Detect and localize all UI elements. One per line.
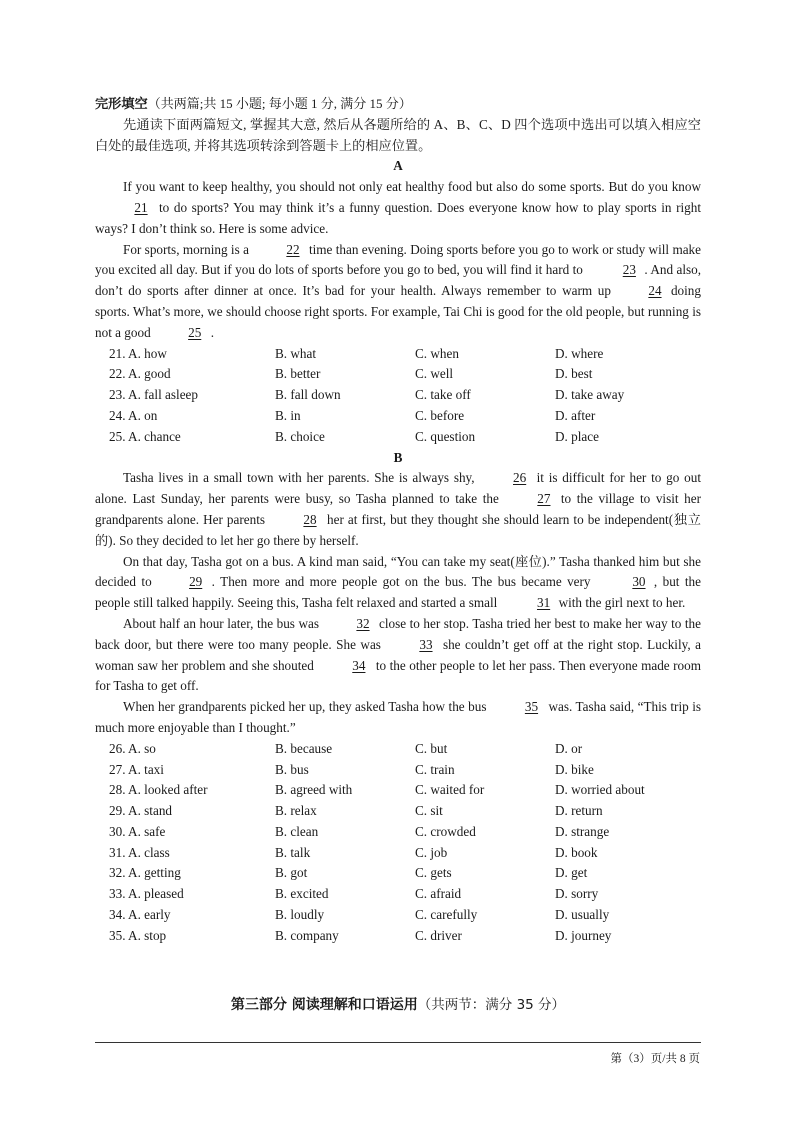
option-choice: C. job [415,844,448,860]
option-choice: 31. A. class [109,844,170,860]
option-choice: D. strange [555,823,610,839]
option-choice: 21. A. how [109,345,167,361]
options-b-row [95,780,701,801]
option-choice: 27. A. taxi [109,761,164,777]
blank-24: 24 [648,283,662,299]
options-a-row [95,364,701,385]
passage-a-paragraph-2: For sports, morning is a 22 time than evening. Doing sports before you go to work or study will make you excited all day. But if you do lots of sports before you go to bed, you will find it hard to 23 . And also, don’t do sports after dinner at once. It’s bad for your health. Always remember to warm up 24 doing sports. What’s more, we should choose right sports. For example, Tai Chi is good for the old people, but running is not a good 25 . [95,240,701,344]
options-a-row [95,385,701,406]
option-choice: 35. A. stop [109,927,167,943]
option-choice: D. book [555,844,598,860]
option-choice: B. talk [275,844,311,860]
option-choice: B. relax [275,803,317,819]
blank-35: 35 [524,699,539,715]
part3-heading [95,995,701,1016]
option-choice: B. choice [275,428,325,444]
exam-content [95,94,702,1013]
options-b-row [95,822,701,843]
blank-26: 26 [513,470,527,486]
options-b-row [95,843,701,864]
option-choice: D. return [555,803,603,819]
option-choice: B. fall down [275,387,341,403]
blank-28: 28 [303,511,317,527]
part3-title: 第三部分 阅读理解和口语运用 [230,997,418,1013]
option-choice: D. after [555,407,596,423]
options-a-row [95,344,701,365]
page-number: 第（3）页/共 8 页 [610,1053,700,1065]
blank-21: 21 [134,199,148,215]
option-choice: 23. A. fall asleep [109,387,198,403]
options-a-row [95,427,701,448]
option-choice: 22. A. good [109,366,171,382]
blank-30: 30 [632,574,646,590]
footer-divider [95,1042,701,1043]
option-choice: D. or [555,740,583,756]
option-choice: D. take away [555,387,625,403]
passage-b-paragraph-4: When her grandparents picked her up, they asked Tasha how the bus 35 was. Tasha said, “This trip is much more enjoyable than I thought.” [95,699,701,735]
instructions: 先通读下面两篇短文, 掌握其大意, 然后从各题所给的 A、B、C、D 四个选项中选出可以填入相应空白处的最佳选项, 并将其选项转涂到答题卡上的相应位置。 [95,116,701,153]
passage-b-paragraph-1: Tasha lives in a small town with her parents. She is always shy, 26 it is difficult for her to go out alone. Last Sunday, her parents were busy, so Tasha planned to take the 27 to the village to visit her grandparents alone. Her parents 28 her at first, but they thought she should learn to be independent(独立的). So they decided to let her go there by herself. [95,470,701,548]
option-choice: C. gets [415,865,452,881]
option-choice: B. bus [275,761,309,777]
option-choice: B. excited [275,886,329,902]
option-choice: B. company [275,927,339,943]
options-b-row [95,863,701,884]
option-choice: 34. A. early [109,907,171,923]
part3-subtitle: （共两节：满分 35 分） [417,997,566,1013]
option-choice: D. bike [555,761,594,777]
option-choice: C. question [415,428,476,444]
option-choice: C. waited for [415,782,485,798]
option-choice: 25. A. chance [109,428,181,444]
option-choice: C. well [415,366,454,382]
option-choice: C. afraid [415,886,462,902]
option-choice: D. journey [555,927,612,943]
option-choice: B. in [275,407,301,423]
option-choice: D. sorry [555,886,599,902]
option-choice: C. driver [415,927,462,943]
blank-25: 25 [188,324,202,340]
options-b-row [95,760,701,781]
option-choice: C. train [415,761,455,777]
section-subtitle: （共两篇;共 15 小题; 每小题 1 分, 满分 15 分） [147,96,412,111]
option-choice: B. what [275,345,317,361]
option-choice: D. best [555,366,593,382]
section-header [95,94,701,115]
passage-b-paragraph-3: About half an hour later, the bus was 32 close to her stop. Tasha tried her best to make her way to the back door, but there were too many people. She was 33 she couldn’t get off at the right stop. Luckily, a woman saw her problem and she shouted 34 to the other people to let her pass. Then everyone made room for Tasha to get off. [95,615,702,694]
blank-29: 29 [189,574,203,590]
options-a [95,344,701,448]
passage-a-paragraph-1: If you want to keep healthy, you should not only eat healthy food but also do some sports. But do you know21 to do sports? You may think it’s a funny question. Does everyone know how to play sports in right ways? I don’t think so. Here is some advice. [95,179,701,236]
option-choice: D. usually [555,907,610,923]
passage-b-paragraph-2: On that day, Tasha got on a bus. A kind man said, “You can take my seat(座位).” Tasha thanked him but she decided to 29 . Then more and more people got on the bus. The bus became very 30 , but the people still talked happily. Seeing this, Tasha felt relaxed and started a small 31 with the girl next to her. [95,552,701,614]
option-choice: 32. A. getting [109,865,181,881]
option-choice: D. worried about [555,782,645,798]
option-choice: D. where [555,345,604,361]
blank-22: 22 [286,241,300,257]
option-choice: B. got [275,865,308,881]
section-title: 完形填空 [95,96,148,111]
option-choice: 24. A. on [109,407,158,423]
blank-34: 34 [352,657,366,673]
option-choice: D. get [555,865,588,881]
blank-27: 27 [537,491,551,507]
option-choice: B. agreed with [275,782,353,798]
option-choice: 26. A. so [109,740,156,756]
options-b-row [95,801,701,822]
option-choice: D. place [555,428,599,444]
passage-a-label: A [393,158,403,174]
option-choice: C. crowded [415,823,476,839]
blank-31: 31 [536,595,551,611]
passage-b-label: B [393,449,403,465]
options-a-row [95,406,701,427]
option-choice: C. when [415,345,459,361]
option-choice: 30. A. safe [109,823,166,839]
options-b [95,739,701,947]
options-b-row [95,739,701,760]
option-choice: 28. A. looked after [109,782,208,798]
option-choice: C. before [415,407,465,423]
option-choice: B. better [275,366,321,382]
options-b-row [95,905,701,926]
option-choice: C. carefully [415,907,478,923]
option-choice: C. but [415,740,448,756]
blank-23: 23 [622,262,636,278]
option-choice: B. clean [275,823,319,839]
options-b-row [95,884,701,905]
option-choice: 29. A. stand [109,803,173,819]
option-choice: C. sit [415,803,443,819]
blank-32: 32 [356,615,370,631]
option-choice: B. because [275,740,333,756]
option-choice: C. take off [415,387,471,403]
option-choice: 33. A. pleased [109,886,184,902]
option-choice: B. loudly [275,907,325,923]
blank-33: 33 [419,636,433,652]
options-b-row [95,926,701,947]
